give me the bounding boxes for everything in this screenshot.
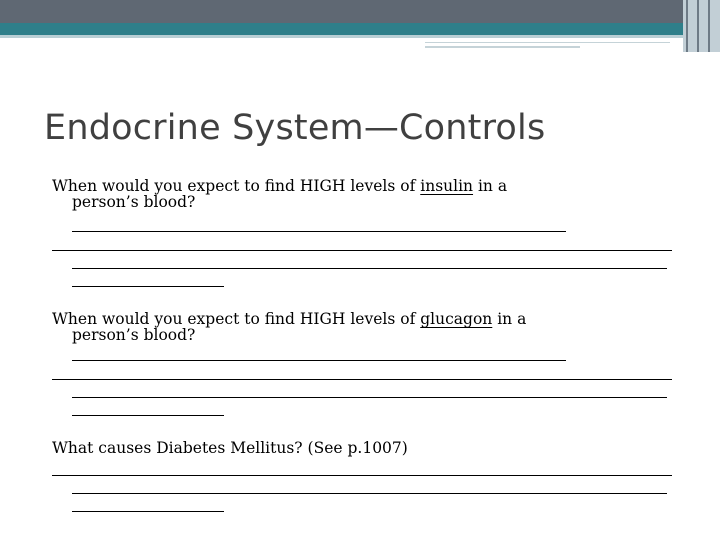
answer-line: [52, 379, 672, 380]
question-text: in a: [473, 177, 508, 195]
question-2: [52, 311, 692, 343]
answer-line: [72, 493, 667, 494]
answer-line: [72, 415, 224, 416]
corner-stripe: [697, 0, 699, 52]
header-band-light: [0, 35, 720, 38]
question-text: in a: [492, 310, 527, 328]
corner-stripe: [708, 0, 710, 52]
question-continuation: person’s blood?: [72, 326, 196, 344]
corner-stripe: [686, 0, 688, 52]
question-1: [52, 178, 692, 210]
answer-line: [72, 231, 566, 232]
question-3: [52, 440, 692, 456]
slide-title: Endocrine System—Controls: [44, 108, 546, 148]
answer-line: [72, 286, 224, 287]
header-band-teal: [0, 23, 720, 35]
question-line: [52, 311, 692, 327]
header-accent-line: [425, 42, 670, 43]
header-band-dark: [0, 0, 720, 23]
answer-line: [52, 250, 672, 251]
answer-line: [72, 268, 667, 269]
header-accent-line: [425, 46, 580, 48]
question-text: What causes Diabetes Mellitus? (See p.1007): [52, 439, 408, 457]
underlined-term: glucagon: [420, 310, 493, 328]
question-text: When would you expect to find HIGH levels of: [52, 310, 421, 328]
corner-decoration: [683, 0, 720, 52]
answer-line: [72, 397, 667, 398]
answer-line: [72, 511, 224, 512]
question-line: [52, 178, 692, 194]
question-text: When would you expect to find HIGH levels of: [52, 177, 421, 195]
underlined-term: insulin: [420, 177, 474, 195]
answer-line: [52, 475, 672, 476]
question-continuation: person’s blood?: [72, 193, 196, 211]
answer-line: [72, 360, 566, 361]
